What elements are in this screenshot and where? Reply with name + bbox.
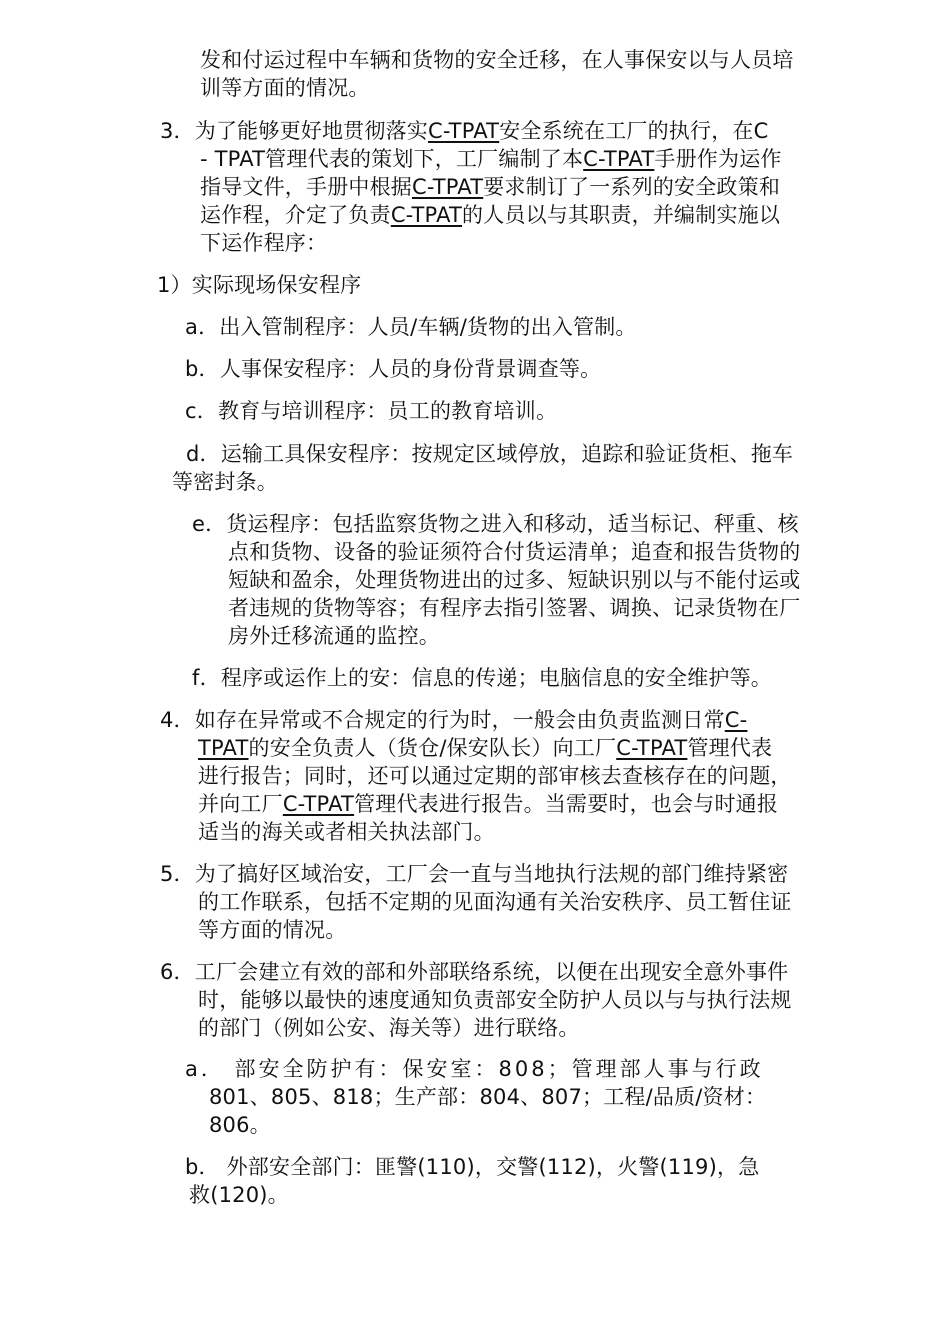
text-segment: 指导文件，手册中根据 — [200, 175, 412, 199]
text-line — [160, 734, 950, 762]
text-line: 等方面的情况。 — [198, 918, 347, 942]
text-line: 的部门（例如公安、海关等）进行联络。 — [198, 1016, 580, 1040]
item-6 — [160, 958, 950, 1042]
intro-paragraph — [200, 46, 950, 102]
text-line — [160, 201, 950, 229]
text-line: 短缺和盈余，处理货物进出的过多、短缺识别以与不能付运或 — [228, 568, 801, 592]
text-line: 点和货物、设备的验证须符合付货运清单；追查和报告货物的 — [228, 540, 801, 564]
text-line: 等密封条。 — [172, 470, 278, 494]
ctpat-term: C-TPAT — [390, 203, 463, 227]
text-line — [160, 790, 950, 818]
text-segment: 管理代表 — [687, 736, 773, 760]
text-segment: 并向工厂 — [198, 792, 283, 816]
procedure-e — [192, 510, 950, 650]
procedure-b: b．人事保安程序：人员的身份背景调查等。 — [185, 357, 602, 381]
text-line: 适当的海关或者相关执法部门。 — [198, 820, 495, 844]
text-line — [160, 706, 950, 734]
procedure-f: f．程序或运作上的安：信息的传递；电脑信息的安全维护等。 — [192, 666, 772, 690]
text-line: 进行报告；同时，还可以通过定期的部审核去查核存在的问题， — [198, 764, 792, 788]
item-3 — [160, 117, 950, 257]
text-line: 房外迁移流通的监控。 — [228, 624, 440, 648]
text-line — [160, 173, 950, 201]
text-segment: 运作程，介定了负责 — [200, 203, 391, 227]
text-segment: 为了能够更好地贯彻落实 — [194, 119, 428, 143]
text-line: 训等方面的情况。 — [200, 76, 370, 100]
ctpat-term: C-TPAT — [583, 147, 655, 171]
text-line — [160, 145, 950, 173]
item-number: 3． — [160, 119, 195, 143]
procedure-c: c．教育与培训程序：员工的教育培训。 — [185, 399, 558, 423]
text-segment: 的安全负责人（货仓/保安队长）向工厂 — [248, 736, 617, 760]
text-segment: 的人员以与其职责，并编制实施以 — [462, 203, 781, 227]
ctpat-term: C-TPAT — [616, 736, 688, 760]
item-5 — [160, 860, 950, 944]
text-line: 者违规的货物等容；有程序去指引签署、调换、记录货物在厂 — [228, 596, 801, 620]
item-number: 4． — [160, 708, 195, 732]
text-segment: - TPAT管理代表的策划下，工厂编制了本 — [200, 147, 584, 171]
text-segment: 手册作为运作 — [654, 147, 782, 171]
text-line: 6．工厂会建立有效的部和外部联络系统，以便在出现安全意外事件 — [160, 960, 789, 984]
text-segment: 管理代表进行报告。当需要时，也会与时通报 — [354, 792, 779, 816]
text-line: 下运作程序： — [200, 231, 328, 255]
ctpat-term: C-TPAT — [282, 792, 355, 816]
ctpat-term: C-TPAT — [427, 119, 500, 143]
text-line: 806。 — [209, 1113, 271, 1137]
text-line: 救(120)。 — [189, 1183, 289, 1207]
ctpat-term: C-TPAT — [412, 175, 484, 199]
internal-contacts — [185, 1055, 950, 1139]
ctpat-term: TPAT — [198, 736, 249, 760]
text-segment: 如存在异常或不合规定的行为时，一般会由负责监测日常 — [194, 708, 725, 732]
text-line: 5．为了搞好区域治安，工厂会一直与当地执行法规的部门维持紧密 — [160, 862, 789, 886]
text-line: 时，能够以最快的速度通知负责部安全防护人员以与与执行法规 — [198, 988, 792, 1012]
subsection-heading: 1）实际现场保安程序 — [157, 273, 362, 297]
procedure-a: a．出入管制程序：人员/车辆/货物的出入管制。 — [185, 315, 637, 339]
text-line: e．货运程序：包括监察货物之进入和移动，适当标记、秤重、核 — [192, 512, 799, 536]
text-line: 801、805、818；生产部：804、807；工程/品质/资材： — [209, 1085, 767, 1109]
text-line: 的工作联系，包括不定期的见面沟通有关治安秩序、员工暂住证 — [198, 890, 792, 914]
text-line — [160, 117, 950, 145]
text-line: d．运输工具保安程序：按规定区域停放，追踪和验证货柜、拖车 — [186, 442, 794, 466]
procedure-d — [172, 440, 950, 496]
text-line: b． 外部安全部门：匪警(110)，交警(112)，火警(119)，急 — [185, 1155, 760, 1179]
ctpat-term: C- — [724, 708, 748, 732]
text-line: 发和付运过程中车辆和货物的安全迁移，在人事保安以与人员培 — [200, 48, 794, 72]
item-4 — [160, 706, 950, 846]
external-contacts — [185, 1153, 950, 1209]
text-segment: 安全系统在工厂的执行，在C — [499, 119, 769, 143]
text-line: a． 部安全防护有：保安室：808；管理部人事与行政 — [185, 1057, 764, 1081]
text-segment: 要求制订了一系列的安全政策和 — [483, 175, 781, 199]
